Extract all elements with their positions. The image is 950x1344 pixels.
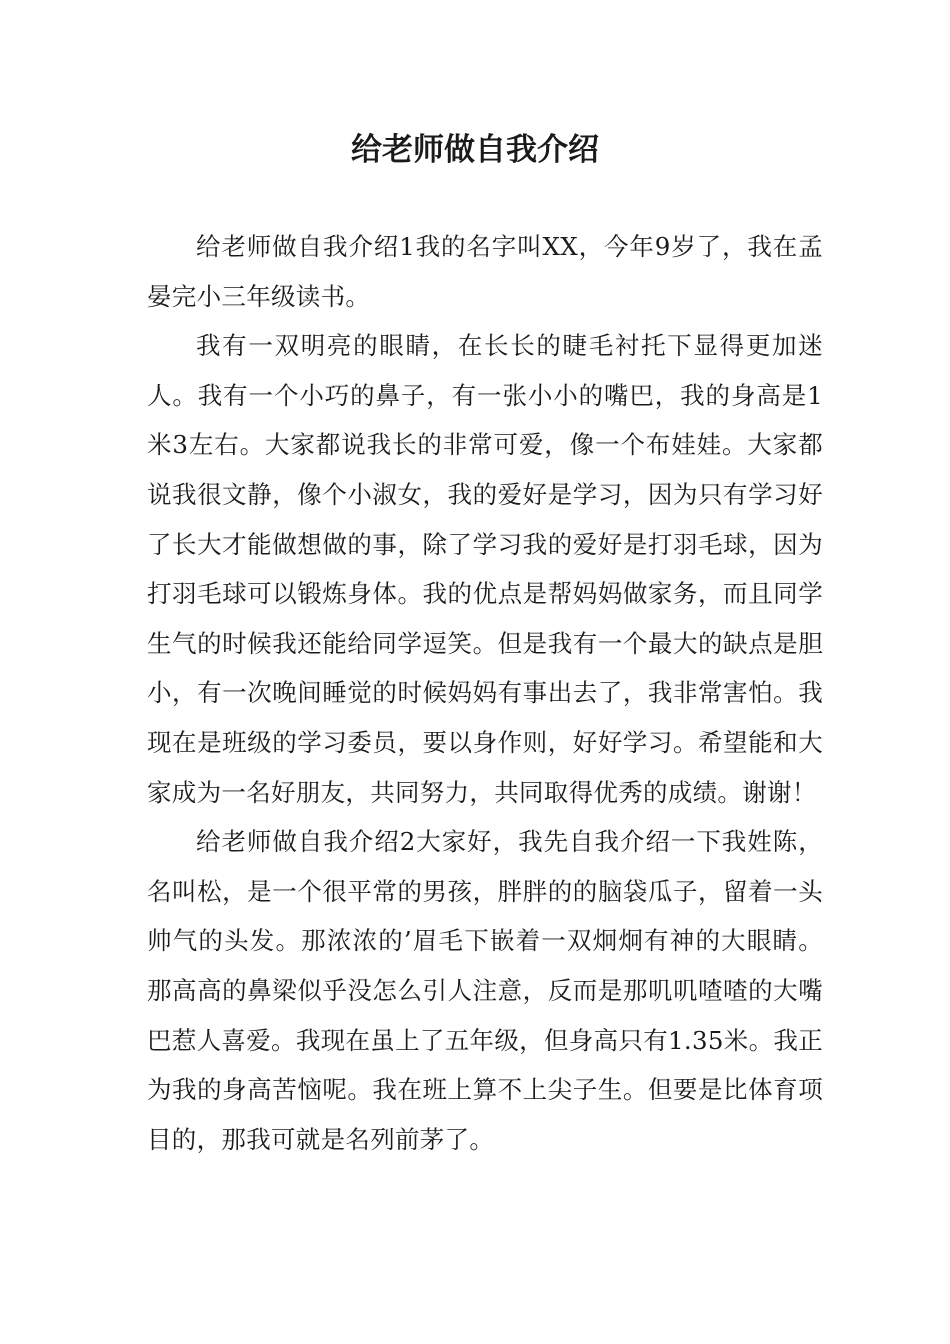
paragraph-intro-1: 给老师做自我介绍1我的名字叫XX，今年9岁了，我在孟晏完小三年级读书。 xyxy=(147,232,823,311)
document-title: 给老师做自我介绍 xyxy=(351,132,599,168)
paragraph-intro-2: 给老师做自我介绍2大家好，我先自我介绍一下我姓陈，名叫松，是一个很平常的男孩，胖胖的的脑袋瓜子，留着一头帅气的头发。那浓浓的’眉毛下嵌着一双炯炯有神的大眼睛。那高高的鼻梁似乎没怎么引人注意，反而是那叽叽喳喳的大嘴巴惹人喜爱。我现在虽上了五年级，但身高只有1.35米。我正为我的身高苦恼呢。我在班上算不上尖子生。但要是比体育项目的，那我可就是名列前茅了。 xyxy=(147,827,823,1154)
document-body xyxy=(147,222,823,1164)
paragraph-description: 我有一双明亮的眼睛，在长长的睫毛衬托下显得更加迷人。我有一个小巧的鼻子，有一张小小的嘴巴，我的身高是1米3左右。大家都说我长的非常可爱，像一个布娃娃。大家都说我很文静，像个小淑女，我的爱好是学习，因为只有学习好了长大才能做想做的事，除了学习我的爱好是打羽毛球，因为打羽毛球可以锻炼身体。我的优点是帮妈妈做家务，而且同学生气的时候我还能给同学逗笑。但是我有一个最大的缺点是胆小，有一次晚间睡觉的时候妈妈有事出去了，我非常害怕。我现在是班级的学习委员，要以身作则，好好学习。希望能和大家成为一名好朋友，共同努力，共同取得优秀的成绩。谢谢！ xyxy=(147,331,823,807)
